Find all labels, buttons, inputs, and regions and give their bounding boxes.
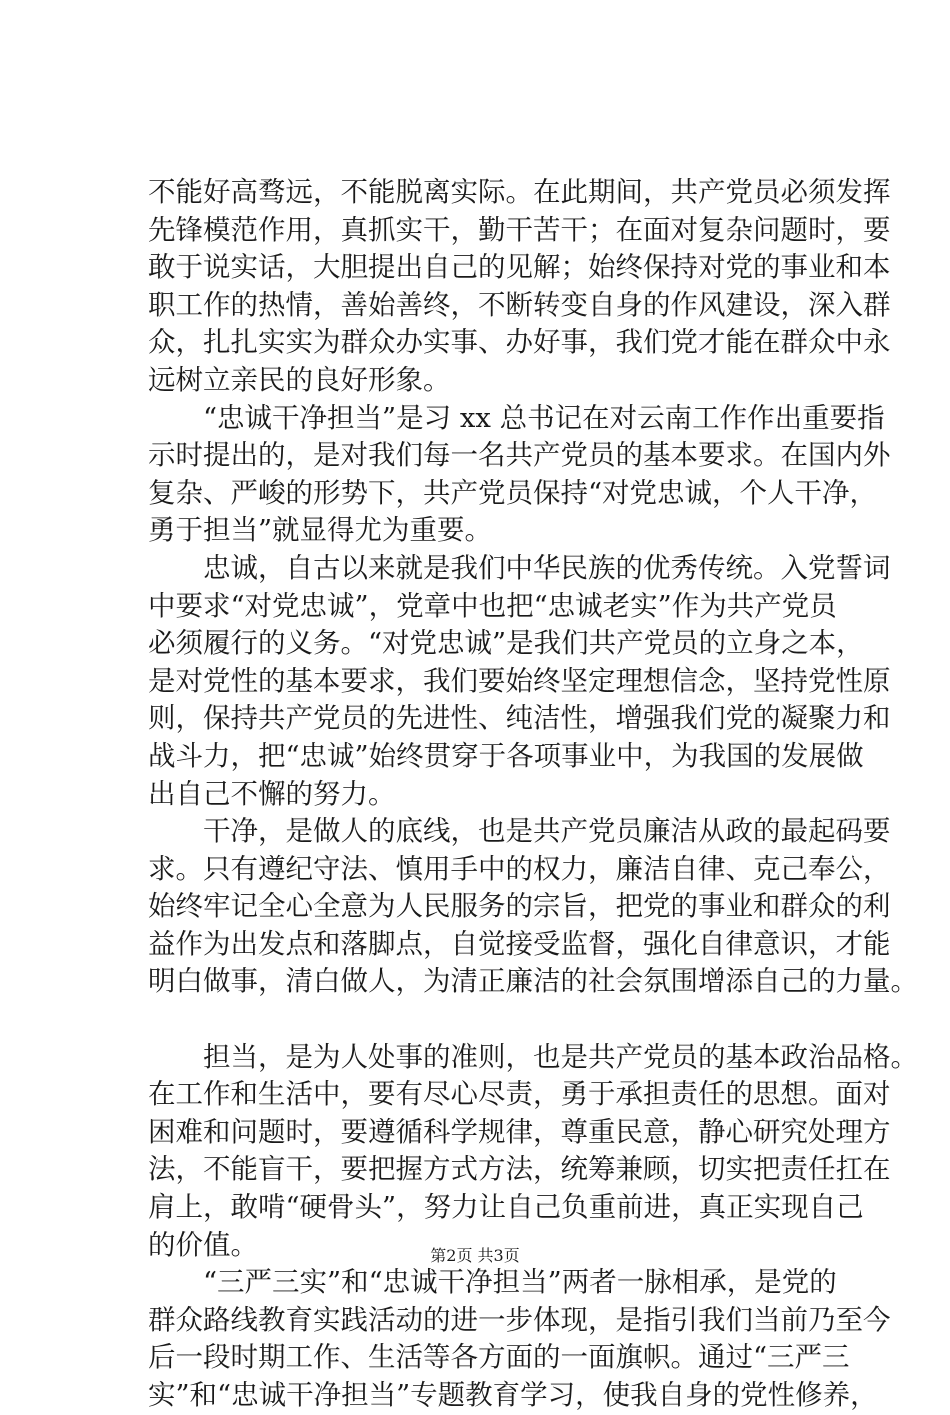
paragraph-line: 法，不能盲干，要把握方式方法，统筹兼顾，切实把责任扛在 — [148, 1153, 891, 1186]
paragraph-line: 远树立亲民的良好形象。 — [148, 363, 451, 396]
paragraph-line: 求。只有遵纪守法、慎用手中的权力，廉洁自律、克己奉公， — [148, 852, 891, 885]
paragraph-line: 则，保持共产党员的先进性、纯洁性，增强我们党的凝聚力和 — [148, 702, 891, 735]
paragraph-line: 复杂、严峻的形势下，共产党员保持“对党忠诚，个人干净， — [148, 476, 878, 509]
document-body — [148, 174, 918, 1415]
paragraph-spacer — [148, 1001, 848, 1039]
paragraph-line: “忠诚干净担当”是习 xx 总书记在对云南工作作出重要指 — [203, 401, 885, 434]
paragraph-line: 的价值。 — [148, 1228, 258, 1261]
paragraph-line: 中要求“对党忠诚”，党章中也把“忠诚老实”作为共产党员 — [148, 589, 837, 622]
paragraph-line: 在工作和生活中，要有尽心尽责，勇于承担责任的思想。面对 — [148, 1078, 891, 1111]
paragraph-line: 忠诚，自古以来就是我们中华民族的优秀传统。入党誓词 — [203, 551, 891, 584]
paragraph-line: 困难和问题时，要遵循科学规律，尊重民意，静心研究处理方 — [148, 1115, 891, 1148]
paragraph-line: 后一段时期工作、生活等各方面的一面旗帜。通过“三严三 — [148, 1341, 850, 1374]
paragraph-line: 敢于说实话，大胆提出自己的见解；始终保持对党的事业和本 — [148, 251, 891, 284]
paragraph-line: 勇于担当”就显得尤为重要。 — [148, 514, 493, 547]
paragraph-line: 干净，是做人的底线，也是共产党员廉洁从政的最起码要 — [203, 815, 891, 848]
paragraph-line: 明白做事，清白做人，为清正廉洁的社会氛围增添自己的力量。 — [148, 965, 918, 998]
paragraph-line: 战斗力，把“忠诚”始终贯穿于各项事业中，为我国的发展做 — [148, 739, 864, 772]
paragraph-line: 必须履行的义务。“对党忠诚”是我们共产党员的立身之本， — [148, 627, 864, 660]
paragraph-line: 益作为出发点和落脚点，自觉接受监督，强化自律意识，才能 — [148, 927, 891, 960]
paragraph-line: 职工作的热情，善始善终，不断转变自身的作风建设，深入群 — [148, 288, 891, 321]
paragraph-line: 实”和“忠诚干净担当”专题教育学习，使我自身的党性修养， — [148, 1379, 878, 1411]
paragraph-line: 群众路线教育实践活动的进一步体现，是指引我们当前乃至今 — [148, 1303, 891, 1336]
paragraph-line: 担当，是为人处事的准则，也是共产党员的基本政治品格。 — [203, 1040, 918, 1073]
paragraph-line: 众，扎扎实实为群众办实事、办好事，我们党才能在群众中永 — [148, 326, 891, 359]
paragraph-line: “三严三实”和“忠诚干净担当”两者一脉相承，是党的 — [203, 1266, 837, 1299]
paragraph-line: 始终牢记全心全意为人民服务的宗旨，把党的事业和群众的利 — [148, 890, 891, 923]
paragraph-line: 出自己不懈的努力。 — [148, 777, 396, 810]
paragraph-line: 是对党性的基本要求，我们要始终坚定理想信念，坚持党性原 — [148, 664, 891, 697]
paragraph-line: 示时提出的，是对我们每一名共产党员的基本要求。在国内外 — [148, 439, 891, 472]
paragraph-line: 肩上，敢啃“硬骨头”，努力让自己负重前进，真正实现自己 — [148, 1191, 864, 1224]
paragraph-line: 不能好高骛远，不能脱离实际。在此期间，共产党员必须发挥 — [148, 176, 891, 208]
paragraph-line: 先锋模范作用，真抓实干，勤干苦干；在面对复杂问题时，要 — [148, 213, 891, 246]
page-footer: 第2页 共3页 — [430, 1246, 520, 1265]
